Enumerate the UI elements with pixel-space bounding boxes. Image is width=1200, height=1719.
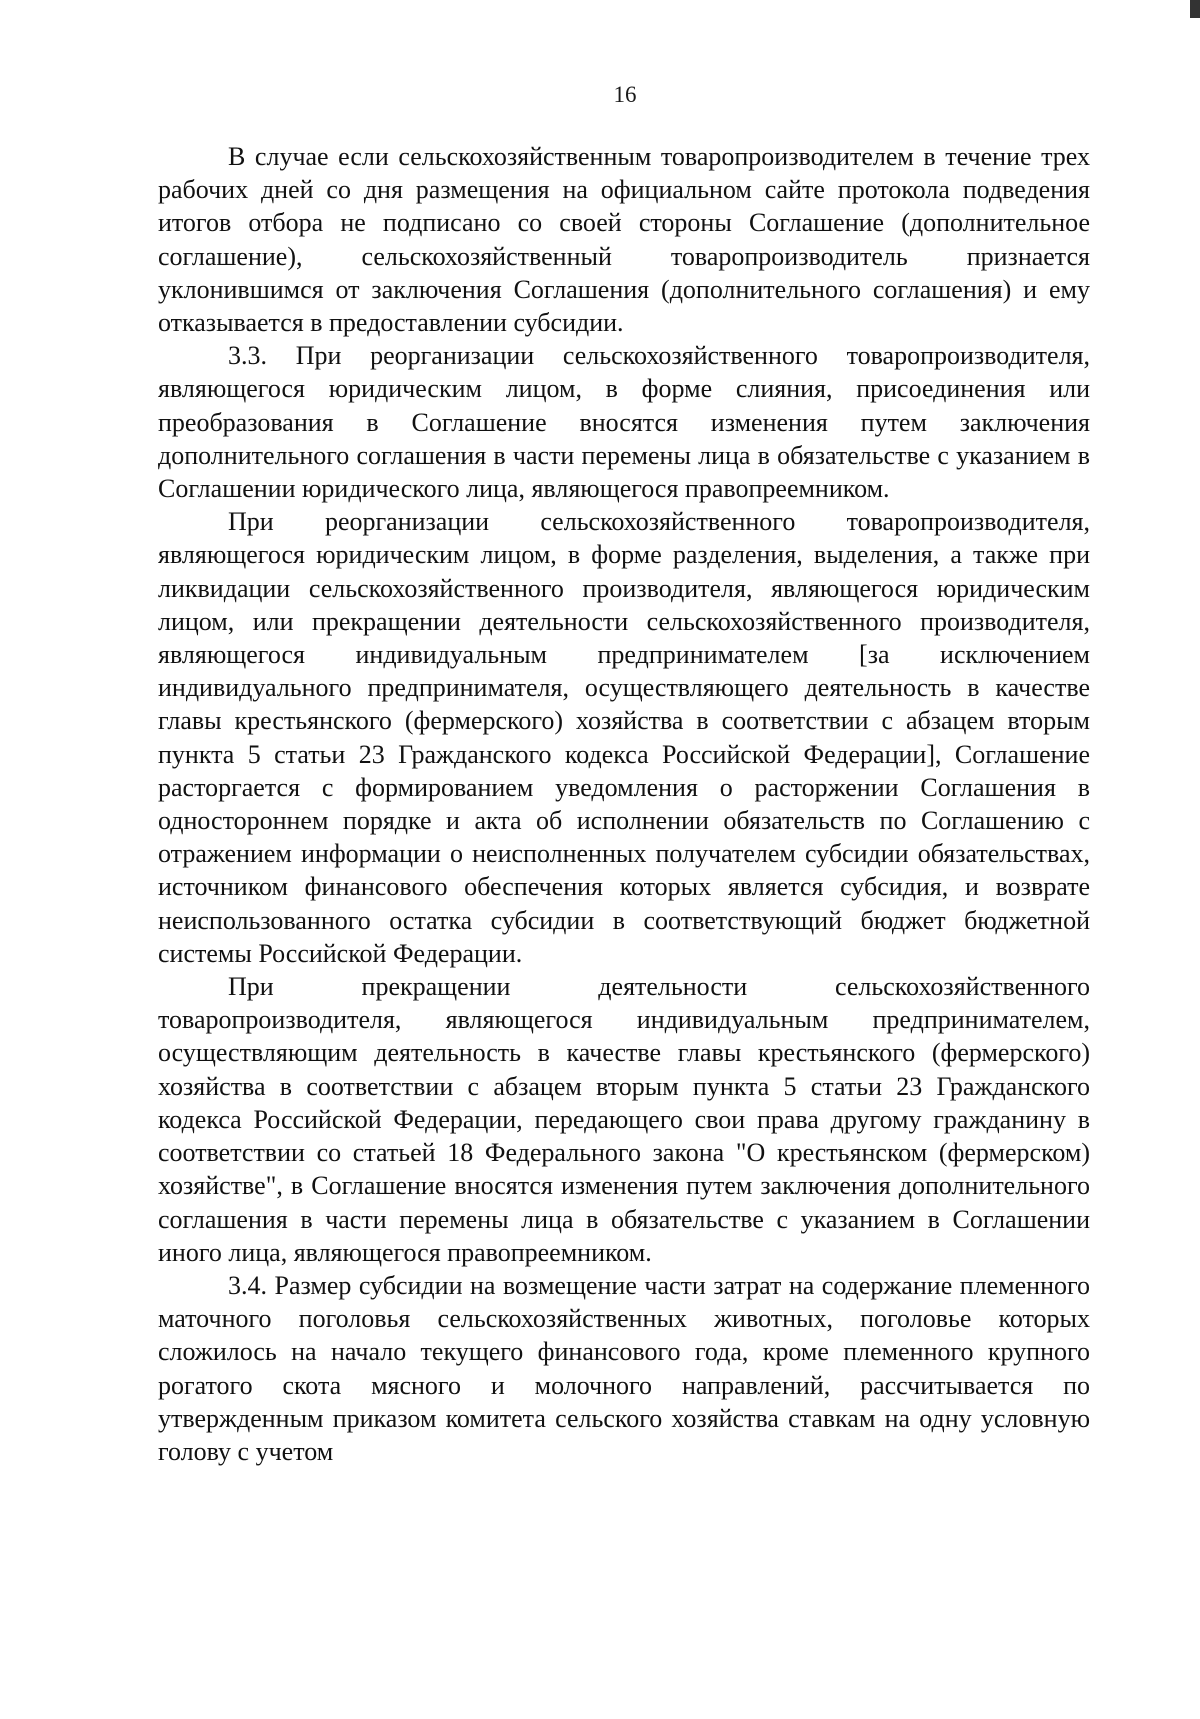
paragraph-reorganization: При реорганизации сельскохозяйственного товаропроизводителя, являющегося юридическим лицом, в форме разделения, выделения, а также при ликвидации сельскохозяйственного производителя, являющегося юридическим лицом, или прекращении деятельности сельскохозяйственного производителя, являющегося индивидуальным предпринимателем [за исключением индивидуального предпринимателя, осуществляющего деятельность в качестве главы крестьянского (фермерского) хозяйства в соответствии с абзацем вторым пункта 5 статьи 23 Гражданского кодекса Российской Федерации], Соглашение расторгается с формированием уведомления о расторжении Соглашения в одностороннем порядке и акта об исполнении обязательств по Соглашению с отражением информации о неисполненных получателем субсидии обязательствах, источником финансового обеспечения которых является субсидия, и возврате неиспользованного остатка субсидии в соответствующий бюджет бюджетной системы Российской Федерации.: [158, 507, 1090, 968]
document-body: [158, 140, 1090, 1468]
paragraph-3-4: 3.4. Размер субсидии на возмещение части затрат на содержание племенного маточного поголовья сельскохозяйственных животных, поголовье которых сложилось на начало текущего финансового года, кроме племенного крупного рогатого скота мясного и молочного направлений, рассчитывается по утвержденным приказом комитета сельского хозяйства ставкам на одну условную голову с учетом: [158, 1270, 1090, 1466]
paragraph-3-3: 3.3. При реорганизации сельскохозяйственного товаропроизводителя, являющегося юридическим лицом, в форме слияния, присоединения или преобразования в Соглашение вносятся изменения путем заключения дополнительного соглашения в части перемены лица в обязательстве с указанием в Соглашении юридического лица, являющегося правопреемником.: [158, 341, 1090, 504]
paragraph-refusal: В случае если сельскохозяйственным товаропроизводителем в течение трех рабочих дней со дня размещения на официальном сайте протокола подведения итогов отбора не подписано со своей стороны Соглашение (дополнительное соглашение), сельскохозяйственный товаропроизводитель признается уклонившимся от заключения Соглашения (дополнительного соглашения) и ему отказывается в предоставлении субсидии.: [158, 142, 1090, 338]
page-number: 16: [613, 82, 637, 107]
paragraph-termination: При прекращении деятельности сельскохозяйственного товаропроизводителя, являющегося индивидуальным предпринимателем, осуществляющим деятельность в качестве главы крестьянского (фермерского) хозяйства в соответствии с абзацем вторым пункта 5 статьи 23 Гражданского кодекса Российской Федерации, передающего свои права другому гражданину в соответствии со статьей 18 Федерального закона "О крестьянском (фермерском) хозяйстве", в Соглашение вносятся изменения путем заключения дополнительного соглашения в части перемены лица в обязательстве с указанием в Соглашении иного лица, являющегося правопреемником.: [158, 972, 1090, 1267]
scan-edge-mark: [1190, 0, 1200, 18]
